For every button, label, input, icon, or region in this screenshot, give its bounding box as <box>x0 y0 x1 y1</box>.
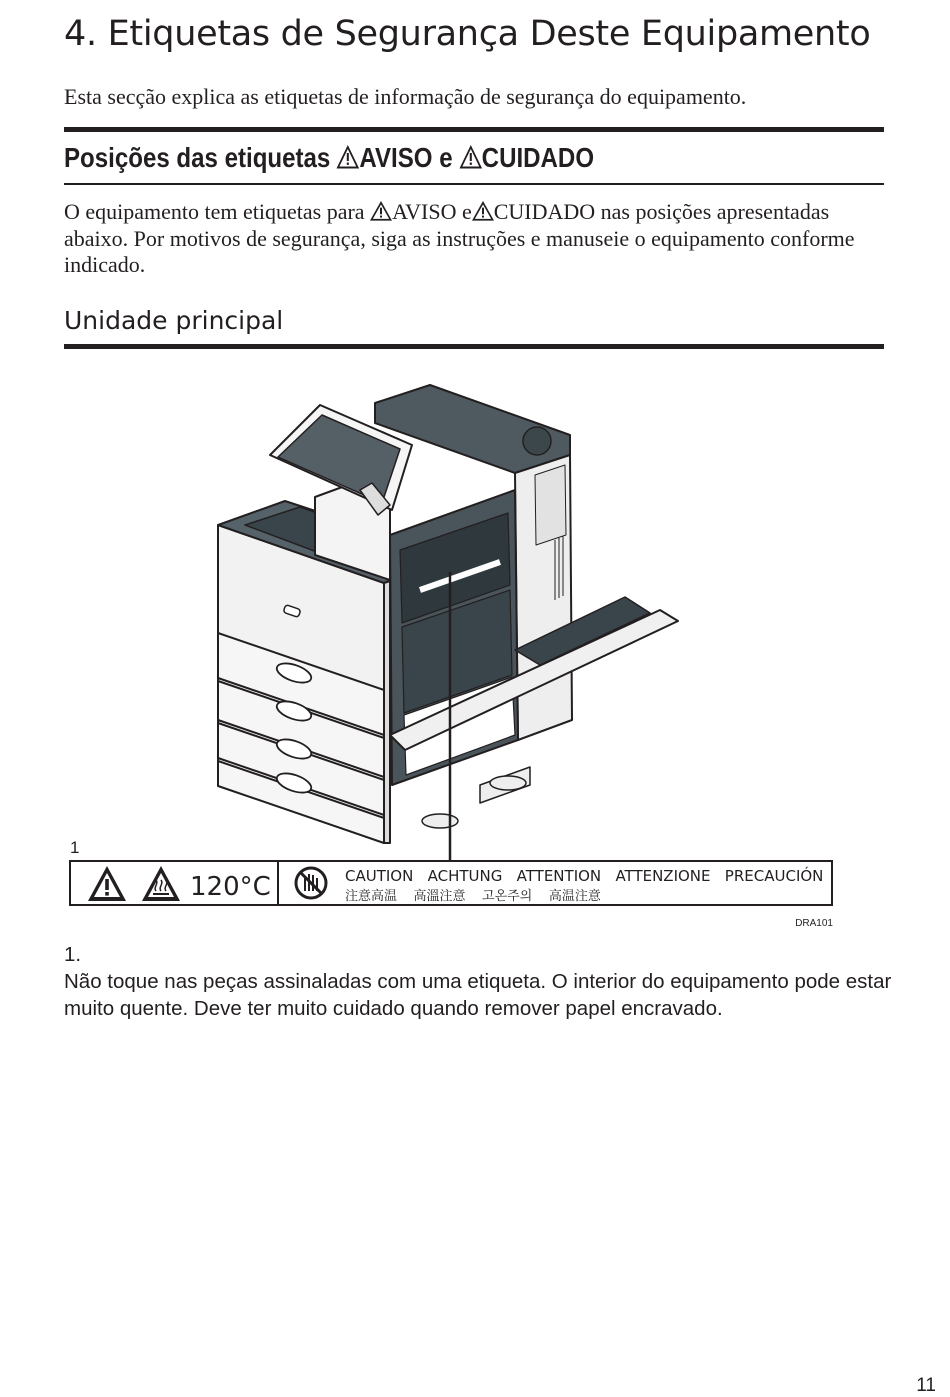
section-top-rule <box>64 127 884 132</box>
section-title <box>64 142 594 174</box>
printer-illustration <box>218 385 678 861</box>
section-bottom-rule <box>64 183 884 185</box>
subsection-rule <box>64 344 884 349</box>
section-body-paragraph <box>64 199 884 279</box>
chapter-title: 4. Etiquetas de Segurança Deste Equipamento <box>64 14 871 54</box>
caution-triangle-icon <box>472 201 494 221</box>
intro-paragraph: Esta secção explica as etiquetas de informação de segurança do equipamento. <box>64 84 747 109</box>
temperature-label: 120°C <box>190 872 271 902</box>
figure-code: DRA101 <box>795 918 833 929</box>
body-cuidado-label: CUIDADO <box>493 199 596 224</box>
body-text-part1: O equipamento tem etiquetas para <box>64 199 371 224</box>
callout-number: 1 <box>70 838 80 857</box>
warning-words-row2: 注意高温 高溫注意 고온주의 高温注意 <box>345 889 601 904</box>
body-connector: e <box>456 199 472 224</box>
warning-triangle-icon <box>337 145 359 169</box>
aviso-label: AVISO <box>359 142 433 173</box>
warning-words-row1: CAUTION ACHTUNG ATTENTION ATTENZIONE PRECAUCIÓN <box>345 867 824 885</box>
hot-surface-label <box>70 861 832 905</box>
printer-label-figure <box>60 365 850 935</box>
cuidado-label: CUIDADO <box>481 142 595 173</box>
connector-text: e <box>432 142 460 173</box>
no-touch-icon <box>296 868 326 898</box>
warning-triangle-icon <box>370 201 392 221</box>
caution-triangle-icon <box>459 145 481 169</box>
body-aviso-label: AVISO <box>392 199 457 224</box>
note-text: Não toque nas peças assinaladas com uma etiqueta. O interior do equipamento pode estar muito quente. Deve ter muito cuidado quando remover papel encravado. <box>64 970 892 1020</box>
section-title-text: Posições das etiquetas <box>64 142 338 173</box>
body-text-part2: nas posições apresentadas abaixo. Por motivos de segurança, siga as instruções e manuseie o equipamento conforme indicado. <box>64 199 855 277</box>
page-number: 11 <box>916 1375 936 1396</box>
subsection-title: Unidade principal <box>64 306 284 335</box>
note-number: 1. <box>64 943 82 966</box>
